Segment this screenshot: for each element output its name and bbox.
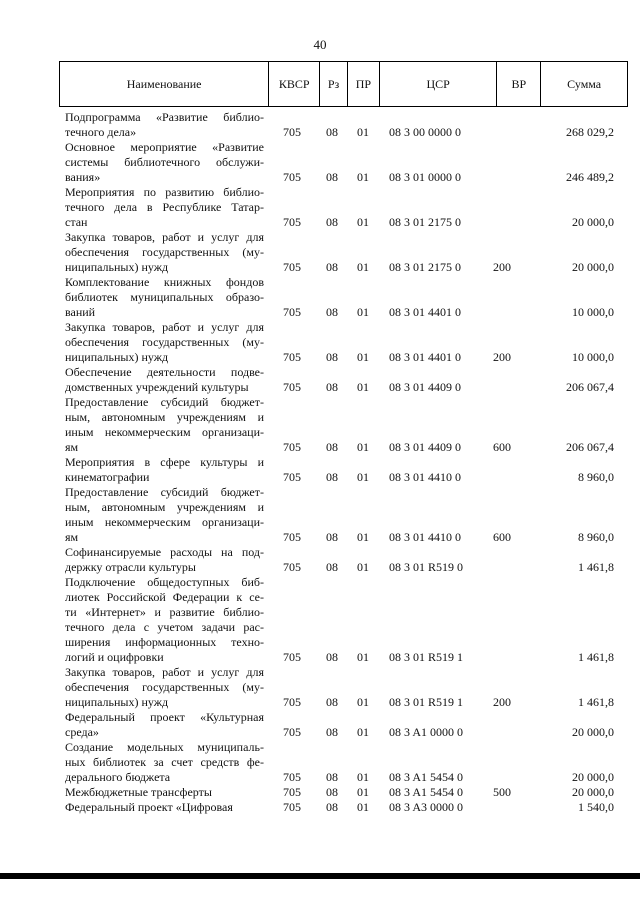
row-pr: 01	[357, 125, 369, 139]
row-name-line: Софинансируемые расходы на под-	[65, 545, 264, 559]
header-csr: ЦСР	[379, 62, 497, 106]
row-pr: 01	[357, 770, 369, 784]
table-row	[0, 665, 640, 710]
row-pr: 01	[357, 215, 369, 229]
row-kvsr: 705	[283, 725, 301, 739]
row-vr: 200	[493, 695, 511, 709]
row-csr: 08 3 01 R519 1	[389, 695, 464, 709]
row-kvsr: 705	[283, 800, 301, 814]
table-row	[0, 320, 640, 365]
row-name-line: течного дела»	[65, 125, 137, 139]
row-rz: 08	[326, 260, 338, 274]
row-rz: 08	[326, 125, 338, 139]
row-pr: 01	[357, 650, 369, 664]
row-pr: 01	[357, 725, 369, 739]
row-name-line: лиотек Российской Федерации к се-	[65, 590, 264, 604]
table-row	[0, 740, 640, 785]
row-name-line: ным, автономным учреждениям и	[65, 500, 264, 514]
row-pr: 01	[357, 170, 369, 184]
header-vr: ВР	[496, 62, 540, 106]
scan-edge-bar	[0, 873, 640, 879]
row-name-line: Основное мероприятие «Развитие	[65, 140, 264, 154]
row-csr: 08 3 01 R519 0	[389, 560, 464, 574]
row-name-line: ниципальных) нужд	[65, 260, 169, 274]
row-sum: 268 029,2	[566, 125, 614, 139]
row-name-line: держку отрасли культуры	[65, 560, 196, 574]
row-sum: 246 489,2	[566, 170, 614, 184]
row-rz: 08	[326, 695, 338, 709]
row-sum: 206 067,4	[566, 440, 614, 454]
row-name-line: кинематографии	[65, 470, 150, 484]
table-row	[0, 185, 640, 230]
page-number: 40	[313, 37, 327, 52]
row-name-line: ям	[65, 530, 79, 544]
row-name-line: Федеральный проект «Культурная	[65, 710, 264, 724]
row-kvsr: 705	[283, 530, 301, 544]
row-kvsr: 705	[283, 650, 301, 664]
row-name-line: логий и оцифровки	[65, 650, 164, 664]
row-sum: 20 000,0	[572, 785, 614, 799]
table-row	[0, 365, 640, 395]
row-rz: 08	[326, 530, 338, 544]
row-name-line: Комплектование книжных фондов	[65, 275, 264, 289]
row-name-line: библиотек муниципальных образо-	[65, 290, 264, 304]
row-name-line: Подпрограмма «Развитие библио-	[65, 110, 264, 124]
row-pr: 01	[357, 695, 369, 709]
row-name-line: Предоставление субсидий бюджет-	[65, 395, 264, 409]
row-name-line: ваний	[65, 305, 96, 319]
row-vr: 600	[493, 530, 511, 544]
row-rz: 08	[326, 650, 338, 664]
table-row	[0, 710, 640, 740]
row-name-line: дерального бюджета	[65, 770, 171, 784]
row-name-line: стан	[65, 215, 88, 229]
row-csr: 08 3 01 4401 0	[389, 350, 461, 364]
row-vr: 600	[493, 440, 511, 454]
table-body	[0, 110, 640, 815]
row-sum: 8 960,0	[578, 470, 614, 484]
row-pr: 01	[357, 530, 369, 544]
row-rz: 08	[326, 440, 338, 454]
row-sum: 20 000,0	[572, 770, 614, 784]
row-pr: 01	[357, 470, 369, 484]
row-csr: 08 3 00 0000 0	[389, 125, 461, 139]
row-name-line: Закупка товаров, работ и услуг для	[65, 230, 264, 244]
row-name-line: ным, автономным учреждениям и	[65, 410, 264, 424]
table-row	[0, 110, 640, 140]
row-vr: 500	[493, 785, 511, 799]
row-sum: 20 000,0	[572, 260, 614, 274]
row-name-line: Создание модельных муниципаль-	[65, 740, 264, 754]
row-rz: 08	[326, 305, 338, 319]
row-kvsr: 705	[283, 260, 301, 274]
header-sum: Сумма	[540, 62, 627, 106]
row-csr: 08 3 A1 0000 0	[389, 725, 464, 739]
row-name-line: ниципальных) нужд	[65, 350, 169, 364]
row-rz: 08	[326, 560, 338, 574]
row-csr: 08 3 01 2175 0	[389, 215, 461, 229]
row-vr: 200	[493, 350, 511, 364]
table-row	[0, 395, 640, 455]
row-name-line: системы библиотечного обслужи-	[65, 155, 264, 169]
row-name-line: Закупка товаров, работ и услуг для	[65, 665, 264, 679]
row-csr: 08 3 01 R519 1	[389, 650, 464, 664]
row-pr: 01	[357, 440, 369, 454]
row-name-line: Подключение общедоступных биб-	[65, 575, 264, 589]
row-name-line: ти «Интернет» и развитие библио-	[65, 605, 264, 619]
row-kvsr: 705	[283, 470, 301, 484]
row-name-line: Межбюджетные трансферты	[65, 785, 212, 799]
header-rz: Рз	[319, 62, 347, 106]
row-kvsr: 705	[283, 440, 301, 454]
row-name-line: вания»	[65, 170, 101, 184]
row-name-line: течного дела в Республике Татар-	[65, 200, 264, 214]
row-csr: 08 3 A1 5454 0	[389, 785, 464, 799]
row-pr: 01	[357, 380, 369, 394]
header-pr: ПР	[347, 62, 379, 106]
table-header	[59, 61, 628, 107]
row-pr: 01	[357, 785, 369, 799]
row-sum: 20 000,0	[572, 215, 614, 229]
row-sum: 1 461,8	[578, 695, 614, 709]
row-sum: 206 067,4	[566, 380, 614, 394]
row-kvsr: 705	[283, 170, 301, 184]
row-sum: 1 461,8	[578, 560, 614, 574]
row-rz: 08	[326, 350, 338, 364]
row-kvsr: 705	[283, 785, 301, 799]
row-csr: 08 3 01 4409 0	[389, 380, 461, 394]
row-csr: 08 3 01 4410 0	[389, 530, 461, 544]
table-row	[0, 575, 640, 665]
row-name-line: Федеральный проект «Цифровая	[65, 800, 233, 814]
row-sum: 1 461,8	[578, 650, 614, 664]
row-rz: 08	[326, 215, 338, 229]
row-pr: 01	[357, 305, 369, 319]
row-csr: 08 3 01 4409 0	[389, 440, 461, 454]
row-rz: 08	[326, 800, 338, 814]
row-name-line: Обеспечение деятельности подве-	[65, 365, 264, 379]
row-rz: 08	[326, 785, 338, 799]
row-csr: 08 3 A1 5454 0	[389, 770, 464, 784]
row-sum: 8 960,0	[578, 530, 614, 544]
table-row	[0, 485, 640, 545]
row-name-line: ных библиотек за счет средств фе-	[65, 755, 264, 769]
row-kvsr: 705	[283, 770, 301, 784]
row-kvsr: 705	[283, 125, 301, 139]
row-name-line: Предоставление субсидий бюджет-	[65, 485, 264, 499]
row-name-line: обеспечения государственных (му-	[65, 680, 264, 694]
header-name: Наименование	[126, 76, 202, 91]
row-rz: 08	[326, 725, 338, 739]
table-row	[0, 275, 640, 320]
row-kvsr: 705	[283, 215, 301, 229]
row-name-line: домственных учреждений культуры	[65, 380, 249, 394]
table-row	[0, 140, 640, 185]
row-kvsr: 705	[283, 380, 301, 394]
table-row	[0, 230, 640, 275]
row-csr: 08 3 01 4410 0	[389, 470, 461, 484]
table-row	[0, 800, 640, 815]
row-sum: 1 540,0	[578, 800, 614, 814]
row-name-line: среда»	[65, 725, 99, 739]
row-kvsr: 705	[283, 350, 301, 364]
row-csr: 08 3 A3 0000 0	[389, 800, 464, 814]
row-kvsr: 705	[283, 695, 301, 709]
row-csr: 08 3 01 4401 0	[389, 305, 461, 319]
row-name-line: ширения информационных техно-	[65, 635, 264, 649]
row-name-line: ниципальных) нужд	[65, 695, 169, 709]
row-pr: 01	[357, 260, 369, 274]
row-pr: 01	[357, 350, 369, 364]
row-name-line: обеспечения государственных (му-	[65, 335, 264, 349]
row-name-line: иным некоммерческим организаци-	[65, 515, 264, 529]
row-rz: 08	[326, 470, 338, 484]
header-kvsr: КВСР	[268, 62, 319, 106]
row-name-line: течного дела с учетом задачи рас-	[65, 620, 264, 634]
row-kvsr: 705	[283, 560, 301, 574]
row-rz: 08	[326, 380, 338, 394]
row-sum: 10 000,0	[572, 350, 614, 364]
row-name-line: Мероприятия в сфере культуры и	[65, 455, 264, 469]
table-row	[0, 785, 640, 800]
row-name-line: обеспечения государственных (му-	[65, 245, 264, 259]
row-sum: 20 000,0	[572, 725, 614, 739]
row-name-line: Закупка товаров, работ и услуг для	[65, 320, 264, 334]
row-pr: 01	[357, 800, 369, 814]
table-row	[0, 545, 640, 575]
row-kvsr: 705	[283, 305, 301, 319]
row-name-line: Мероприятия по развитию библио-	[65, 185, 264, 199]
row-name-line: ям	[65, 440, 79, 454]
row-rz: 08	[326, 170, 338, 184]
row-sum: 10 000,0	[572, 305, 614, 319]
row-name-line: иным некоммерческим организаци-	[65, 425, 264, 439]
row-csr: 08 3 01 2175 0	[389, 260, 461, 274]
row-rz: 08	[326, 770, 338, 784]
row-csr: 08 3 01 0000 0	[389, 170, 461, 184]
row-pr: 01	[357, 560, 369, 574]
row-vr: 200	[493, 260, 511, 274]
table-row	[0, 455, 640, 485]
